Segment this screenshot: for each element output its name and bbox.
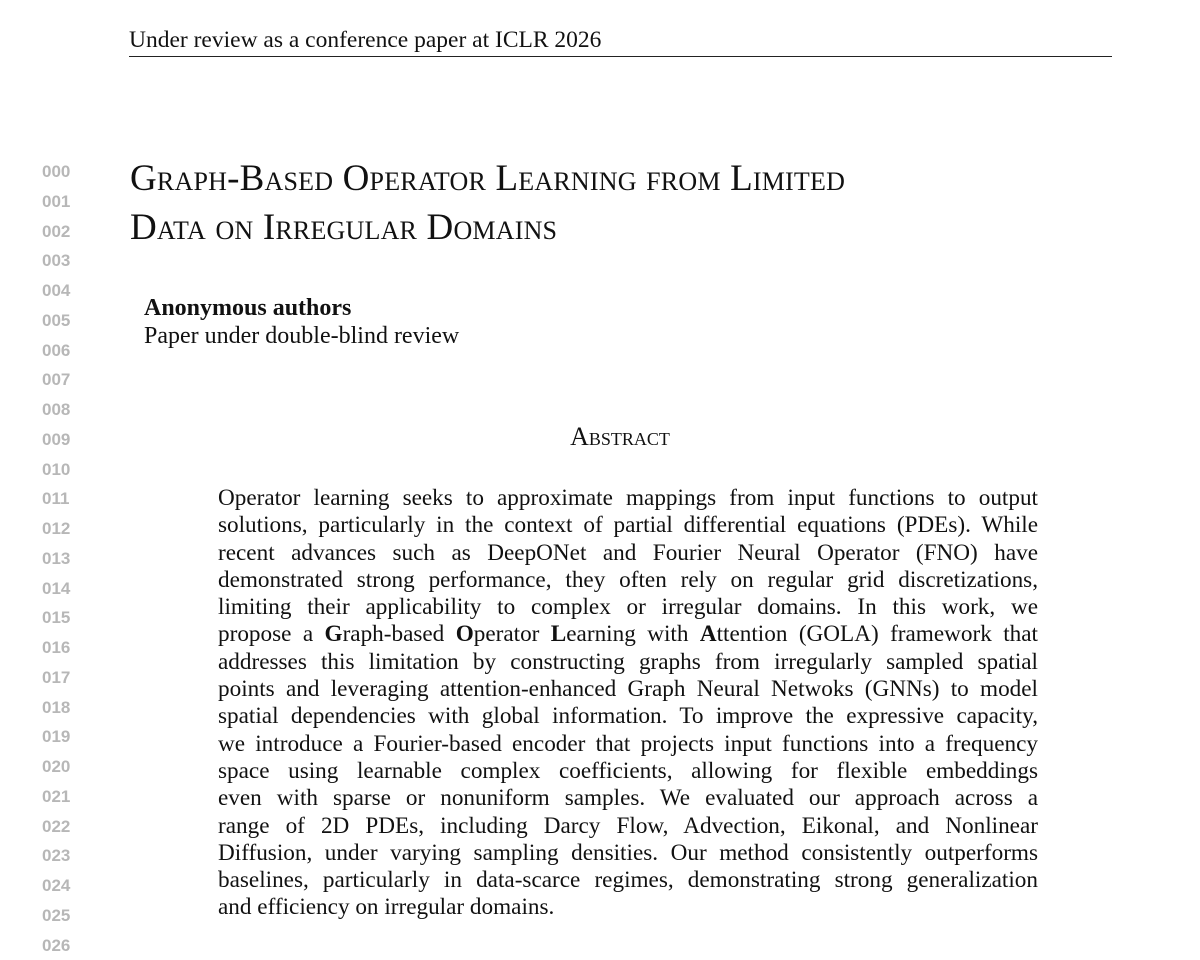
acronym-word-operator: perator: [474, 621, 551, 647]
abstract-line: solutions, particularly in the context of partial differential equations (PDEs). While: [218, 512, 1038, 539]
paper-title: [130, 154, 1130, 252]
acronym-letter-a: A: [700, 621, 717, 647]
abstract-line: points and leveraging attention-enhanced Graph Neural Netwoks (GNNs) to model: [218, 676, 1038, 703]
line-number: 011: [42, 484, 82, 514]
line-number: 015: [42, 603, 82, 633]
abstract-body: [218, 485, 1038, 922]
line-number: 006: [42, 336, 82, 366]
line-number: 009: [42, 425, 82, 455]
line-number: 003: [42, 246, 82, 276]
abstract-line: spatial dependencies with global information. To improve the expressive capacity,: [218, 703, 1038, 730]
abstract-line: Diffusion, under varying sampling densities. Our method consistently outperforms: [218, 840, 1038, 867]
acronym-word-attention: ttention (GOLA) framework that: [717, 621, 1038, 647]
line-number: 007: [42, 365, 82, 395]
line-number: 010: [42, 455, 82, 485]
line-number: 013: [42, 544, 82, 574]
line-number: 022: [42, 812, 82, 842]
author-affiliation: Paper under double-blind review: [144, 322, 459, 350]
abstract-acronym-line: [218, 621, 1038, 648]
line-number: 018: [42, 693, 82, 723]
title-line-1: Graph-Based Operator Learning from Limited: [130, 158, 845, 199]
line-number-gutter: [42, 157, 82, 960]
abstract-line: demonstrated strong performance, they often rely on regular grid discretizations,: [218, 567, 1038, 594]
line-number: 021: [42, 782, 82, 812]
running-head-text: Under review as a conference paper at ICLR 2026: [129, 27, 601, 53]
line-number: 004: [42, 276, 82, 306]
abstract-heading: Abstract: [0, 420, 1200, 454]
author-name: Anonymous authors: [144, 294, 459, 322]
line-number: 025: [42, 901, 82, 931]
line-number: 017: [42, 663, 82, 693]
abstract-line: and efficiency on irregular domains.: [218, 894, 1038, 921]
acronym-letter-o: O: [456, 621, 474, 647]
line-number: 008: [42, 395, 82, 425]
line-number: 026: [42, 931, 82, 960]
abstract-line: we introduce a Fourier-based encoder that projects input functions into a frequency: [218, 731, 1038, 758]
abstract-line: limiting their applicability to complex or irregular domains. In this work, we: [218, 594, 1038, 621]
line-number: 016: [42, 633, 82, 663]
line-number: 005: [42, 306, 82, 336]
line-number: 000: [42, 157, 82, 187]
author-block: [144, 294, 459, 350]
line-number: 012: [42, 514, 82, 544]
acronym-letter-g: G: [325, 621, 343, 647]
abstract-line: baselines, particularly in data-scarce regimes, demonstrating strong generalization: [218, 867, 1038, 894]
abstract-line: even with sparse or nonuniform samples. We evaluated our approach across a: [218, 785, 1038, 812]
abstract-line: space using learnable complex coefficients, allowing for flexible embeddings: [218, 758, 1038, 785]
abstract-line: range of 2D PDEs, including Darcy Flow, Advection, Eikonal, and Nonlinear: [218, 813, 1038, 840]
abstract-line: recent advances such as DeepONet and Fourier Neural Operator (FNO) have: [218, 540, 1038, 567]
line-number: 019: [42, 722, 82, 752]
abstract-line: Operator learning seeks to approximate mappings from input functions to output: [218, 485, 1038, 512]
acronym-word-graph: raph-based: [343, 621, 456, 647]
line-number: 023: [42, 841, 82, 871]
abstract-line: addresses this limitation by constructing graphs from irregularly sampled spatial: [218, 649, 1038, 676]
acronym-letter-l: L: [551, 621, 566, 647]
line-number: 002: [42, 217, 82, 247]
title-line-2: Data on Irregular Domains: [130, 207, 557, 248]
line-number: 024: [42, 871, 82, 901]
acronym-word-learning: earning with: [566, 621, 700, 647]
line-number: 014: [42, 574, 82, 604]
acronym-prefix: propose a: [218, 621, 325, 647]
line-number: 001: [42, 187, 82, 217]
running-header: [129, 26, 1112, 57]
line-number: 020: [42, 752, 82, 782]
